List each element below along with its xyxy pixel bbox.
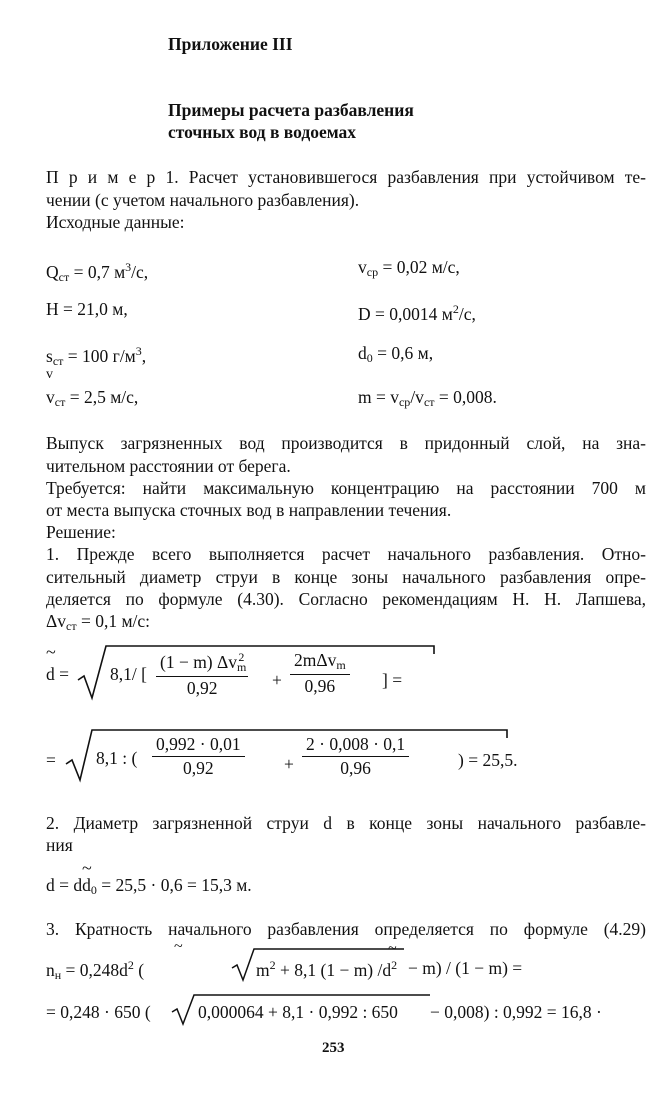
formula4-pre: = 0,248 · 650 ( bbox=[46, 1002, 151, 1022]
tilde-mark: ~ bbox=[46, 642, 56, 662]
formula-relative-diameter bbox=[46, 640, 606, 718]
formula1-plus: + bbox=[272, 670, 282, 690]
formula2-coef: 8,1 : ( bbox=[96, 748, 138, 768]
formula2-frac2: $\frac{2 \cdot 0,008 \cdot 0,1}{0,96}$ bbox=[302, 734, 409, 779]
given-v-cp: $v_{ср} = 0,02$ м/с, bbox=[358, 257, 460, 279]
given-header: Исходные данные: bbox=[46, 212, 185, 232]
formula-dilution-ratio-numeric bbox=[46, 994, 656, 1030]
page-number: 253 bbox=[322, 1040, 345, 1056]
tilde-mark: ~ bbox=[82, 858, 92, 878]
formula1-coef: 8,1/ [ bbox=[110, 664, 147, 684]
para2-line2: от места выпуска сточных вод в направлении течения. bbox=[46, 500, 452, 520]
para1-line2: чительном расстоянии от берега. bbox=[46, 456, 291, 476]
formula2-result: ) = 25,5. bbox=[458, 750, 518, 770]
given-v-mark: v bbox=[46, 367, 53, 382]
step1-line4: $\Delta v_{ст} = 0,1$ м/с: bbox=[46, 611, 151, 633]
para1-line1: Выпуск загрязненных вод производится в придонный слой, на зна- bbox=[46, 433, 646, 453]
solution-label: Решение: bbox=[46, 522, 116, 542]
formula-relative-diameter-numeric bbox=[46, 724, 606, 794]
formula3-radicand: $m^2 + 8,1$ (1 − m) $/d^2$ bbox=[256, 958, 398, 980]
given-s: $s_{ст} = 100$ $г/м^3$, bbox=[46, 344, 147, 368]
formula4-post: − 0,008) : 0,992 = 16,8 · bbox=[430, 1002, 602, 1022]
step1-line3: деляется по формуле (4.30). Согласно рекомендациям Н. Н. Лапшева, bbox=[46, 589, 646, 609]
tilde-mark: ~ bbox=[174, 938, 183, 955]
given-q: $Q_{ст} = 0,7$ $м^3/с$, bbox=[46, 260, 149, 284]
para2-line1: Требуется: найти максимальную концентрацию на расстоянии 700 м bbox=[46, 478, 646, 498]
step1-line2: сительный диаметр струи в конце зоны начального разбавления опре- bbox=[46, 567, 646, 587]
tilde-mark: ~ bbox=[388, 940, 397, 957]
step1-line1: 1. Прежде всего выполняется расчет начального разбавления. Отно- bbox=[46, 544, 646, 564]
formula1-frac2: $\frac{2m\Delta v_m}{0,96}$ bbox=[290, 650, 350, 697]
section-heading-line1: Примеры расчета разбавления bbox=[168, 100, 414, 120]
formula-dilution-ratio bbox=[46, 938, 646, 984]
formula1-close: ] = bbox=[382, 670, 403, 690]
given-d0: $d_0 = 0,6$ м, bbox=[358, 343, 434, 365]
example-intro-line2: чении (с учетом начального разбавления). bbox=[46, 190, 360, 210]
step2-formula: $d = dd_0 = 25,5 \cdot 0,6 = 15,3$ м. bbox=[46, 875, 252, 897]
example-intro-line1 bbox=[46, 166, 646, 189]
formula2-plus: + bbox=[284, 754, 294, 774]
step2-line1: 2. Диаметр загрязненной струи d в конце зоны начального разбавле- bbox=[46, 813, 646, 833]
example-label: П р и м е р 1. bbox=[46, 167, 179, 187]
formula4-radicand: 0,000064 + 8,1 · 0,992 : 650 bbox=[198, 1002, 398, 1022]
given-h: H = 21,0 м, bbox=[46, 299, 128, 319]
formula3-rest: − m) / (1 − m) = bbox=[408, 958, 523, 978]
formula1-frac1: $\frac{(1 - m) \Delta v_m^2}{0,92}$ bbox=[156, 650, 248, 699]
appendix-title: Приложение III bbox=[168, 34, 293, 54]
formula1-lhs: d = bbox=[46, 664, 69, 684]
formula3-lhs: $n_н = 0,248d^2$ ( bbox=[46, 958, 145, 982]
formula2-eq: = bbox=[46, 750, 56, 770]
given-v-ct: $v_{ст} = 2,5$ м/с, bbox=[46, 387, 139, 409]
section-heading-line2: сточных вод в водоемах bbox=[168, 122, 357, 142]
formula2-frac1: $\frac{0,992 \cdot 0,01}{0,92}$ bbox=[152, 734, 245, 779]
example-text: Расчет установившегося разбавления при устойчивом те- bbox=[188, 167, 646, 187]
given-m: $m = v_{ср}/v_{ст} = 0,008$. bbox=[358, 387, 497, 409]
step2-line2: ния bbox=[46, 835, 73, 855]
step3-line1: 3. Кратность начального разбавления определяется по формуле (4.29) bbox=[46, 919, 646, 939]
given-d: D = 0,0014 $м^2/с$, bbox=[358, 302, 476, 324]
